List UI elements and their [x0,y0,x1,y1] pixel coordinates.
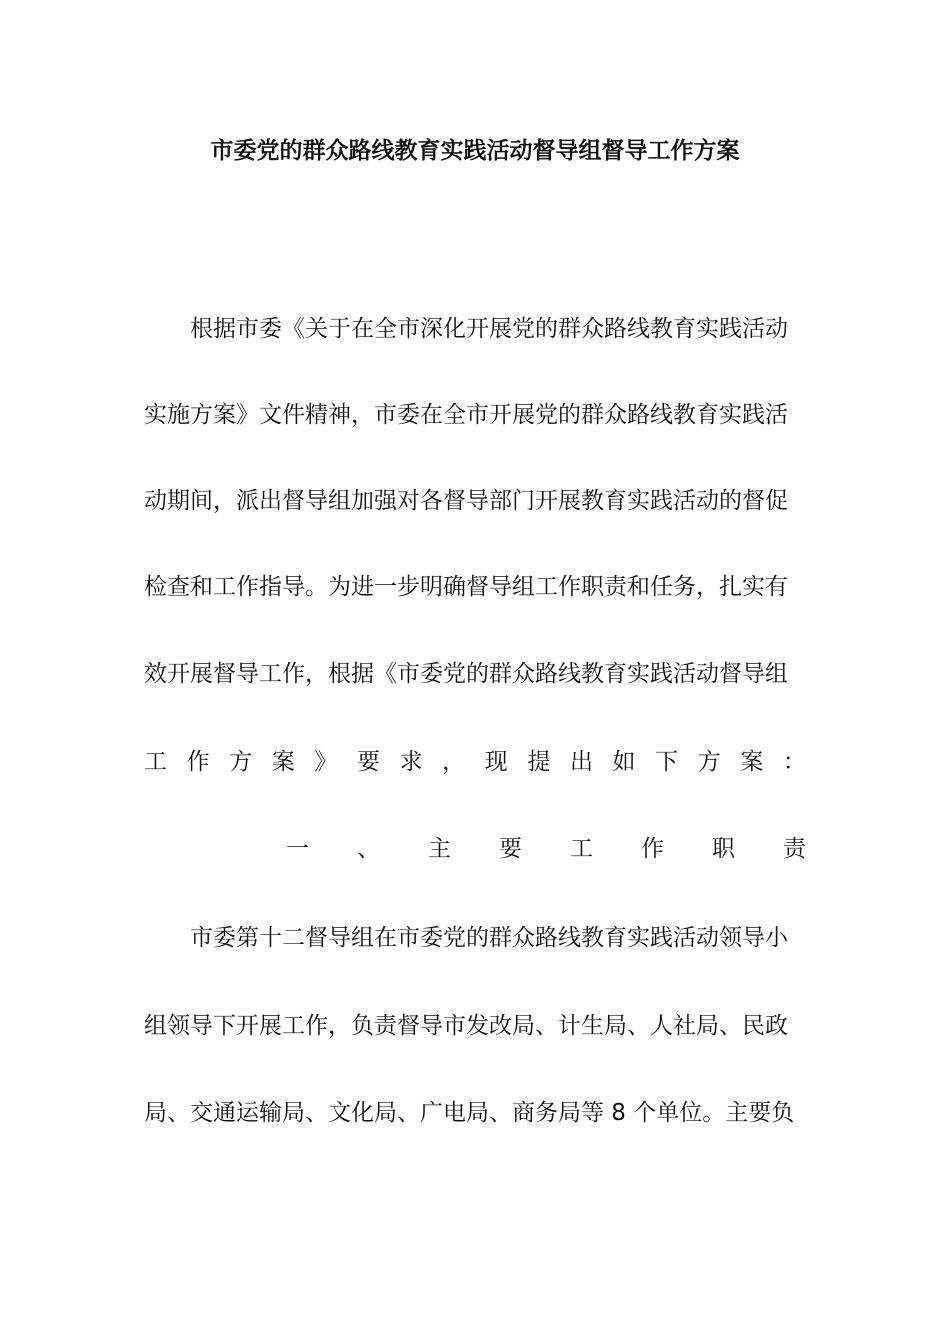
spaced-char: 现 [484,749,508,775]
spaced-char: 案 [271,749,295,775]
heading-char: 要 [499,836,522,862]
spaced-char: 方 [229,749,253,775]
heading-char: 职 [712,836,735,862]
paragraph-line-1: 根据市委《关于在全市深化开展党的群众路线教育实践活动 [190,316,788,342]
spaced-char: 下 [655,749,679,775]
paragraph-line-4: 检查和工作指导。为进一步明确督导组工作职责和任务，扎实有 [144,574,788,600]
spaced-char: 出 [569,749,593,775]
paragraph-line-2: 实施方案》文件精神，市委在全市开展党的群众路线教育实践活 [144,402,788,428]
paragraph-line-5: 效开展督导工作，根据《市委党的群众路线教育实践活动督导组 [144,661,788,687]
spaced-char: 要 [356,749,380,775]
document-title: 市委党的群众路线教育实践活动督导组督导工作方案 [210,138,740,164]
paragraph2-line-1: 市委第十二督导组在市委党的群众路线教育实践活动领导小 [190,925,788,951]
spaced-char: 求 [399,749,423,775]
paragraph2-line-3: 局、交通运输局、文化局、广电局、商务局等 8 个单位。主要负 [144,1100,795,1126]
heading-char: 、 [357,836,380,862]
spaced-char: 案 [740,749,764,775]
spaced-char: 方 [697,749,721,775]
spaced-char: 工 [144,749,167,775]
spaced-char: ， [442,749,466,775]
spaced-char: 》 [314,749,338,775]
heading-char: 主 [428,836,451,862]
heading-char: 工 [570,836,593,862]
paragraph-line-6-spaced [144,744,806,780]
paragraph2-line-2: 组领导下开展工作，负责督导市发改局、计生局、人社局、民政 [144,1013,788,1039]
section-heading [286,831,806,867]
heading-char: 作 [641,836,664,862]
spaced-char: ： [782,749,806,775]
spaced-char: 作 [186,749,210,775]
heading-char: 责 [783,836,806,862]
heading-char: 一 [286,836,309,862]
spaced-char: 如 [612,749,636,775]
spaced-char: 提 [527,749,551,775]
paragraph-line-3: 动期间，派出督导组加强对各督导部门开展教育实践活动的督促 [144,488,788,514]
